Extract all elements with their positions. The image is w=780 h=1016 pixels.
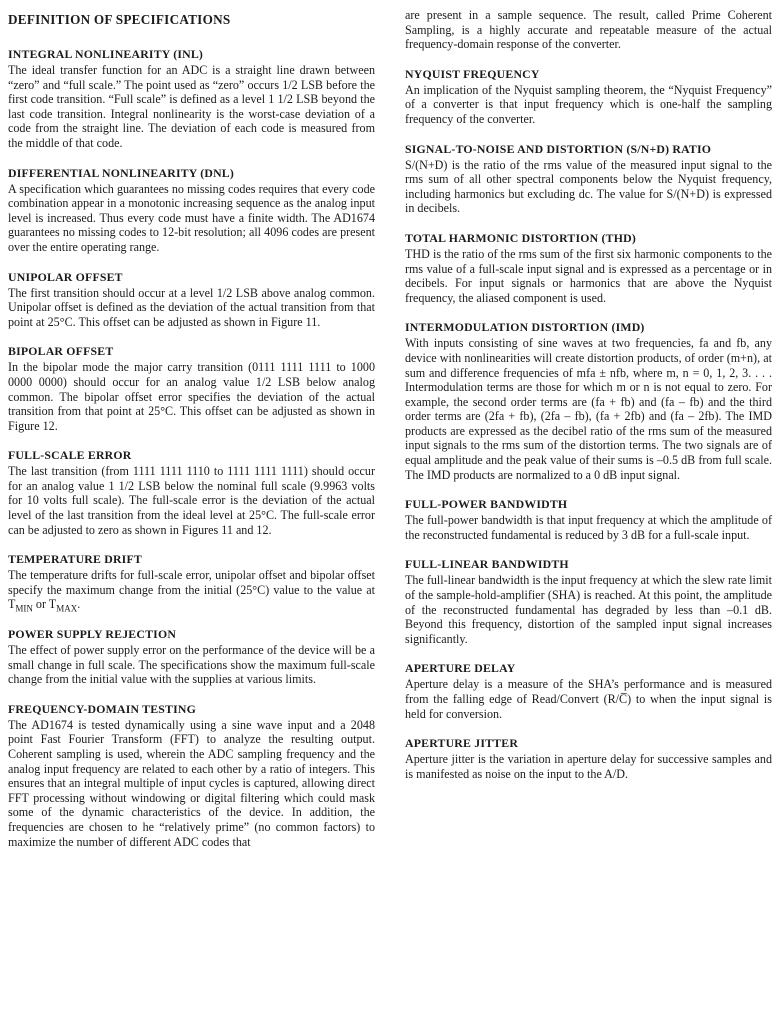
- paragraph: A specification which guarantees no missing codes requires that every code combination appear in a monotonic increasing sequence as the analog input level is increased. Thus every code must have a finite width. The AD1674 guarantees no missing codes to 12-bit resolution; all 4096 codes are present over the entire operating range.: [8, 181, 375, 254]
- paragraph: The AD1674 is tested dynamically using a sine wave input and a 2048 point Fast Fourier Transform (FFT) to analyze the resulting output. Coherent sampling is used, wherein the ADC sampling frequency and the analog input frequency are related to each other by a ratio of integers. This ensures that an integral multiple of input cycles is captured, allowing direct FFT processing without windowing or digital filtering which could mask some of the dynamic characteristics of the device. In addition, the frequencies are chosen to he “relatively prime” (no common factors) to maximize the number of different ADC codes that: [8, 717, 375, 849]
- definition-section: [405, 142, 772, 216]
- section-heading: APERTURE DELAY: [405, 661, 516, 676]
- definition-section: [405, 557, 772, 646]
- section-heading: UNIPOLAR OFFSET: [8, 269, 123, 284]
- section-heading: APERTURE JITTER: [405, 736, 519, 751]
- definition-section: [405, 67, 772, 127]
- definition-section: [405, 8, 772, 52]
- definition-section: [405, 320, 772, 482]
- paragraph: The ideal transfer function for an ADC is a straight line drawn between “zero” and “full scale.” The point used as “zero” occurs 1/2 LSB before the first code transition. “Full scale” is defined as a level 1 1/2 LSB beyond the last code transition. Integral nonlinearity is the worst-case deviation of a code from the straight line. The deviation of each code is measured from the middle of that code.: [8, 63, 375, 150]
- page-title: DEFINITION OF SPECIFICATIONS: [8, 12, 231, 27]
- paragraph: With inputs consisting of sine waves at two frequencies, fa and fb, any device with nonlinearities will create distortion products, of order (m+n), at sum and difference frequencies of mfa ± nfb, where m, n = 0, 1, 2, 3. . . . Intermodulation terms are those for which m or n is not equal to zero. For example, the second order terms are (fa + fb) and (fa – fb) and the third order terms are (2fa + fb), (2fa – fb), (fa + 2fb) and (fa – 2fb). The IMD products are expressed as the decibel ratio of the rms sum of the measured input signals to the rms sum of the distortion terms. The two signals are of equal amplitude and the peak value of their sums is –0.5 dB from full scale. The IMD products are normalized to a 0 dB input signal.: [405, 336, 772, 482]
- paragraph: Aperture jitter is the variation in aperture delay for successive samples and is manifested as noise on the input to the A/D.: [405, 752, 772, 781]
- section-heading: INTERMODULATION DISTORTION (IMD): [405, 320, 645, 335]
- section-heading: SIGNAL-TO-NOISE AND DISTORTION (S/N+D) RATIO: [405, 141, 712, 156]
- two-column-layout: [8, 8, 773, 864]
- definition-section: [8, 270, 375, 330]
- definition-section: [405, 497, 772, 542]
- paragraph: Aperture delay is a measure of the SHA’s performance and is measured from the falling edge of Read/Convert (R/C̅) to when the input signal is held for conversion.: [405, 677, 772, 721]
- section-heading: TOTAL HARMONIC DISTORTION (THD): [405, 230, 636, 245]
- section-heading: TEMPERATURE DRIFT: [8, 552, 142, 567]
- section-heading: BIPOLAR OFFSET: [8, 344, 114, 359]
- section-heading: NYQUIST FREQUENCY: [405, 66, 540, 81]
- subscript-text: MIN: [15, 603, 33, 614]
- section-heading: FULL-SCALE ERROR: [8, 448, 132, 463]
- left-column: [8, 8, 375, 864]
- definition-section: [8, 627, 375, 687]
- section-heading: INTEGRAL NONLINEARITY (INL): [8, 47, 204, 61]
- definition-section: [8, 344, 375, 433]
- definition-section: [405, 231, 772, 305]
- definition-section: [8, 448, 375, 537]
- paragraph: The first transition should occur at a level 1/2 LSB above analog common. Unipolar offset is defined as the deviation of the actual transition from that point at 25°C. This offset can be adjusted as shown in Figure 11.: [8, 285, 375, 329]
- definition-section: [8, 702, 375, 849]
- definition-section: [405, 661, 772, 721]
- paragraph: The effect of power supply error on the performance of the device will be a small change in full scale. The specifications show the maximum full-scale change from the initial value with the supplies at various limits.: [8, 643, 375, 687]
- paragraph: The temperature drifts for full-scale error, unipolar offset and bipolar offset specify the maximum change from the initial (25°C) value to the value at $T_{MIN}$ or $T_{MAX}$.: [8, 568, 375, 614]
- paragraph: S/(N+D) is the ratio of the rms value of the measured input signal to the rms sum of all other spectral components below the Nyquist frequency, including harmonics but excluding dc. The value for S/(N+D) is expressed in decibels.: [405, 157, 772, 216]
- section-heading: POWER SUPPLY REJECTION: [8, 627, 177, 642]
- subscript-text: MAX: [56, 603, 78, 614]
- definition-section: [405, 736, 772, 781]
- paragraph: The last transition (from 1111 1111 1110 to 1111 1111 1111) should occur for an analog value 1 1/2 LSB below the nominal full scale (9.9963 volts for 10 volts full scale). The full-scale error is the deviation of the actual level of the last transition from the ideal level at 25°C. The full-scale error can be adjusted to zero as shown in Figures 11 and 12.: [8, 464, 375, 537]
- paragraph: THD is the ratio of the rms sum of the first six harmonic components to the rms value of a full-scale input signal and is expressed as a percentage or in decibels. For input signals or harmonics that are above the Nyquist frequency, the aliased component is used.: [405, 246, 772, 305]
- section-heading: FULL-POWER BANDWIDTH: [405, 497, 568, 512]
- section-heading: FULL-LINEAR BANDWIDTH: [405, 557, 569, 572]
- definition-section: [8, 552, 375, 612]
- definition-section: [8, 47, 375, 151]
- paragraph: An implication of the Nyquist sampling theorem, the “Nyquist Frequency” of a converter is that input frequency which is one-half the sampling frequency of the converter.: [405, 82, 772, 126]
- paragraph: The full-power bandwidth is that input frequency at which the amplitude of the reconstructed fundamental is reduced by 3 dB for a full-scale input.: [405, 513, 772, 542]
- definition-section: [8, 166, 375, 255]
- section-heading: DIFFERENTIAL NONLINEARITY (DNL): [8, 165, 234, 180]
- paragraph: In the bipolar mode the major carry transition (0111 1111 1111 to 1000 0000 0000) should occur for an analog value 1/2 LSB below analog common. The bipolar offset error specifies the deviation of the actual transition from that point at 25°C. This offset can be adjusted as shown in Figure 12.: [8, 360, 375, 433]
- paragraph: The full-linear bandwidth is the input frequency at which the slew rate limit of the sample-hold-amplifier (SHA) is reached. At this point, the amplitude of the reconstructed fundamental has degraded by less than –0.1 dB. Beyond this frequency, distortion of the sampled input signal increases significantly.: [405, 573, 772, 646]
- section-heading: FREQUENCY-DOMAIN TESTING: [8, 701, 197, 716]
- paragraph: are present in a sample sequence. The result, called Prime Coherent Sampling, is a highly accurate and repeatable measure of the actual frequency-domain response of the converter.: [405, 8, 772, 52]
- right-column: [405, 8, 772, 864]
